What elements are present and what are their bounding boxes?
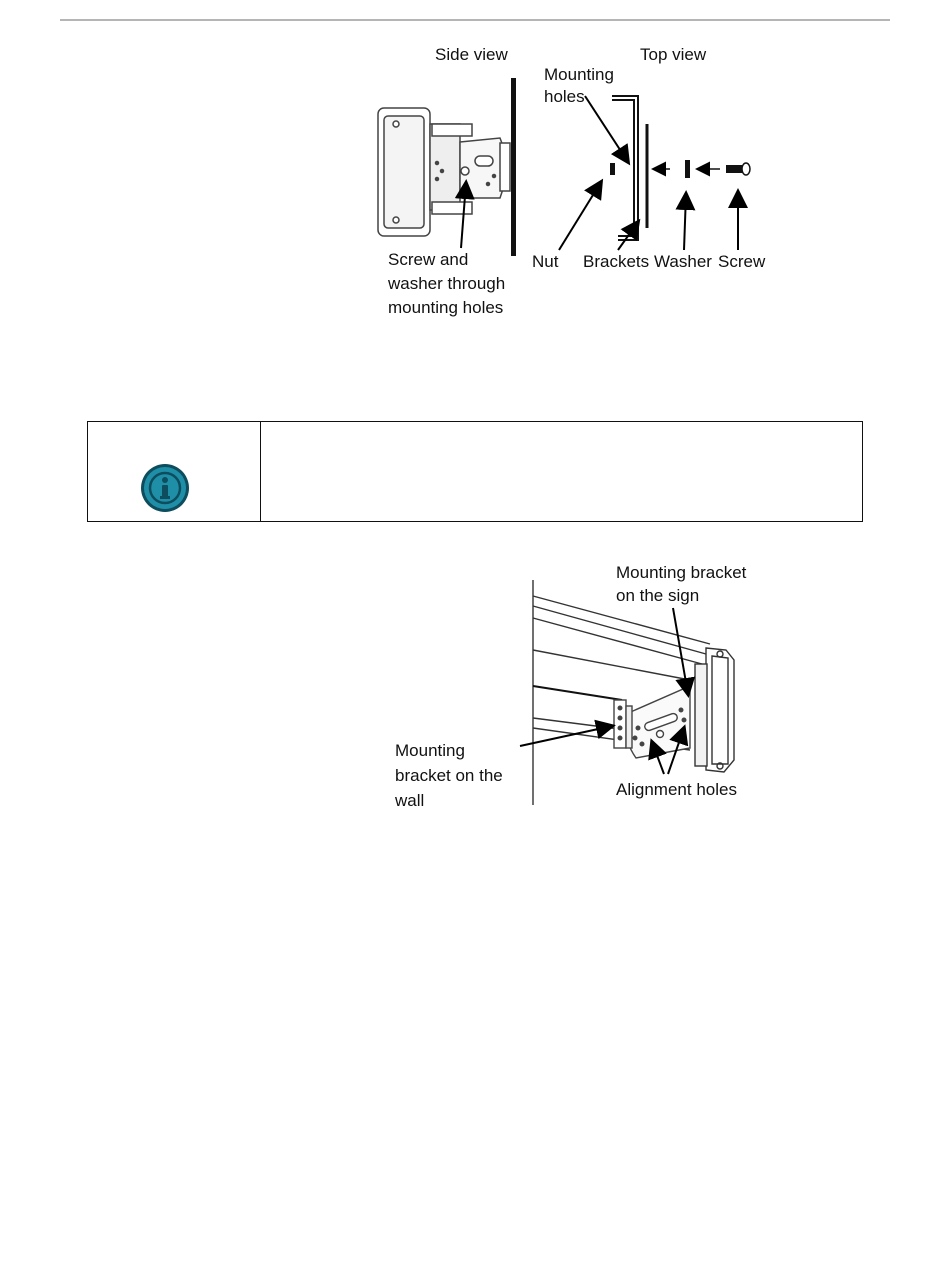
mounting-holes-label-line1: Mounting (544, 65, 614, 84)
sign-body-perspective (533, 580, 734, 805)
sign-bracket-label-line2: on the sign (616, 586, 700, 605)
brackets-label: Brackets (583, 252, 650, 271)
wall-bracket-label-line3: wall (395, 791, 425, 810)
info-icon (139, 462, 191, 514)
figure-bracket-alignment (390, 560, 750, 810)
note-box (87, 421, 863, 522)
screw-washer-label-line2: washer through (388, 274, 506, 293)
sign-bracket-shape (625, 686, 690, 758)
screw-label: Screw (718, 252, 766, 271)
screw-washer-label-line1: Screw and (388, 250, 469, 269)
wall-bracket-label-line1: Mounting (395, 741, 465, 760)
nut-label: Nut (532, 252, 559, 271)
wall-bracket-label-line2: bracket on the (395, 766, 503, 785)
top-view-title: Top view (640, 45, 707, 64)
mounting-holes-label-line2: holes (544, 87, 585, 106)
wall-side-view (511, 78, 516, 256)
alignment-holes-label: Alignment holes (616, 780, 737, 799)
screw-washer-label-line3: mounting holes (388, 298, 504, 317)
header-rule (60, 19, 890, 21)
brackets-top-view (612, 96, 647, 240)
side-view-title: Side view (435, 45, 508, 64)
wall-bracket-shape (614, 700, 632, 748)
washer-shape (685, 160, 690, 178)
sign-housing-side (378, 108, 510, 236)
screw-shape (726, 163, 750, 175)
washer-label: Washer (654, 252, 712, 271)
figure-side-top-view (370, 38, 790, 328)
note-icon-cell (88, 422, 261, 521)
sign-bracket-label-line1: Mounting bracket (616, 563, 747, 582)
nut-shape (610, 163, 615, 175)
note-text (261, 422, 862, 521)
